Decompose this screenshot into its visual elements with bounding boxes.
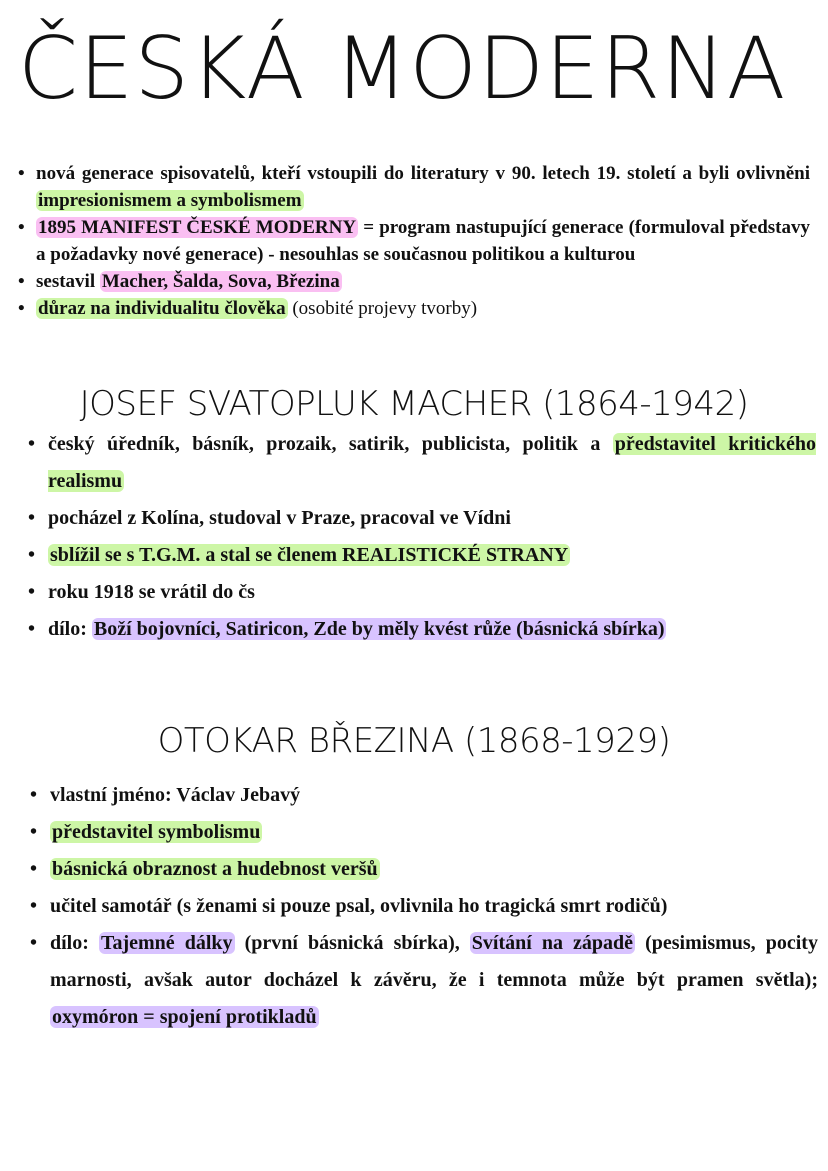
list-item: [28, 814, 818, 851]
page-title: ČESKÁ MODERNA: [18, 19, 787, 119]
highlight-green: sblížil se s T.G.M. a stal se členem REALISTICKÉ STRANY: [50, 544, 569, 566]
macher-list: [26, 426, 816, 648]
highlight-pink: 1895 MANIFEST ČESKÉ MODERNY: [38, 217, 357, 238]
list-item: • sestavil Macher, Šalda, Sova, Březina: [18, 268, 810, 295]
list-item: [26, 537, 816, 574]
highlight-violet: Boží bojovníci, Satiricon, Zde by měly kvést růže (básnická sbírka): [93, 618, 665, 640]
list-item: [28, 851, 818, 888]
list-item: • učitel samotář (s ženami si pouze psal, ovlivnila ho tragická smrt rodičů): [28, 888, 818, 925]
list-item: • pocházel z Kolína, studoval v Praze, pracoval ve Vídni: [26, 500, 816, 537]
highlight-green: básnická obraznost a hudebnost veršů: [52, 858, 378, 880]
intro-list: [18, 160, 810, 322]
list-item: • důraz na individualitu člověka (osobité projevy tvorby): [18, 295, 810, 322]
brezina-list: [28, 777, 818, 1036]
list-item: • dílo: Boží bojovníci, Satiricon, Zde by měly kvést růže (básnická sbírka): [26, 611, 816, 648]
list-item: • vlastní jméno: Václav Jebavý: [28, 777, 818, 814]
list-item: • 1895 MANIFEST ČESKÉ MODERNY = program nastupující generace (formuloval představy a požadavky nové generace) - nesouhlas se současnou politikou a kulturou: [18, 214, 810, 268]
highlight-violet: Tajemné dálky: [100, 932, 233, 954]
highlight-green: důraz na individualitu člověka: [38, 298, 286, 319]
section-heading-brezina: OTOKAR BŘEZINA (1868-1929): [157, 721, 671, 761]
highlight-green: představitel kritického realismu: [48, 433, 816, 492]
highlight-green: představitel symbolismu: [52, 821, 261, 843]
list-item: • dílo: Tajemné dálky (první básnická sbírka), Svítání na západě (pesimismus, pocity marnosti, avšak autor docházel k závěru, že i temnota může být pramen světla); oxymóron = spojení protikladů: [28, 925, 818, 1036]
highlight-green: impresionismem a symbolismem: [38, 190, 302, 211]
list-item: • nová generace spisovatelů, kteří vstoupili do literatury v 90. letech 19. století a byli ovlivněni impresionismem a symbolismem: [18, 160, 810, 214]
highlight-violet: Svítání na západě: [471, 932, 634, 954]
highlight-pink: Macher, Šalda, Sova, Březina: [101, 271, 340, 292]
highlight-violet: oxymóron = spojení protikladů: [52, 1006, 317, 1028]
list-item: • český úředník, básník, prozaik, satirik, publicista, politik a představitel kritického realismu: [26, 426, 816, 500]
section-heading-macher: JOSEF SVATOPLUK MACHER (1864-1942): [79, 384, 749, 424]
list-item: • roku 1918 se vrátil do čs: [26, 574, 816, 611]
